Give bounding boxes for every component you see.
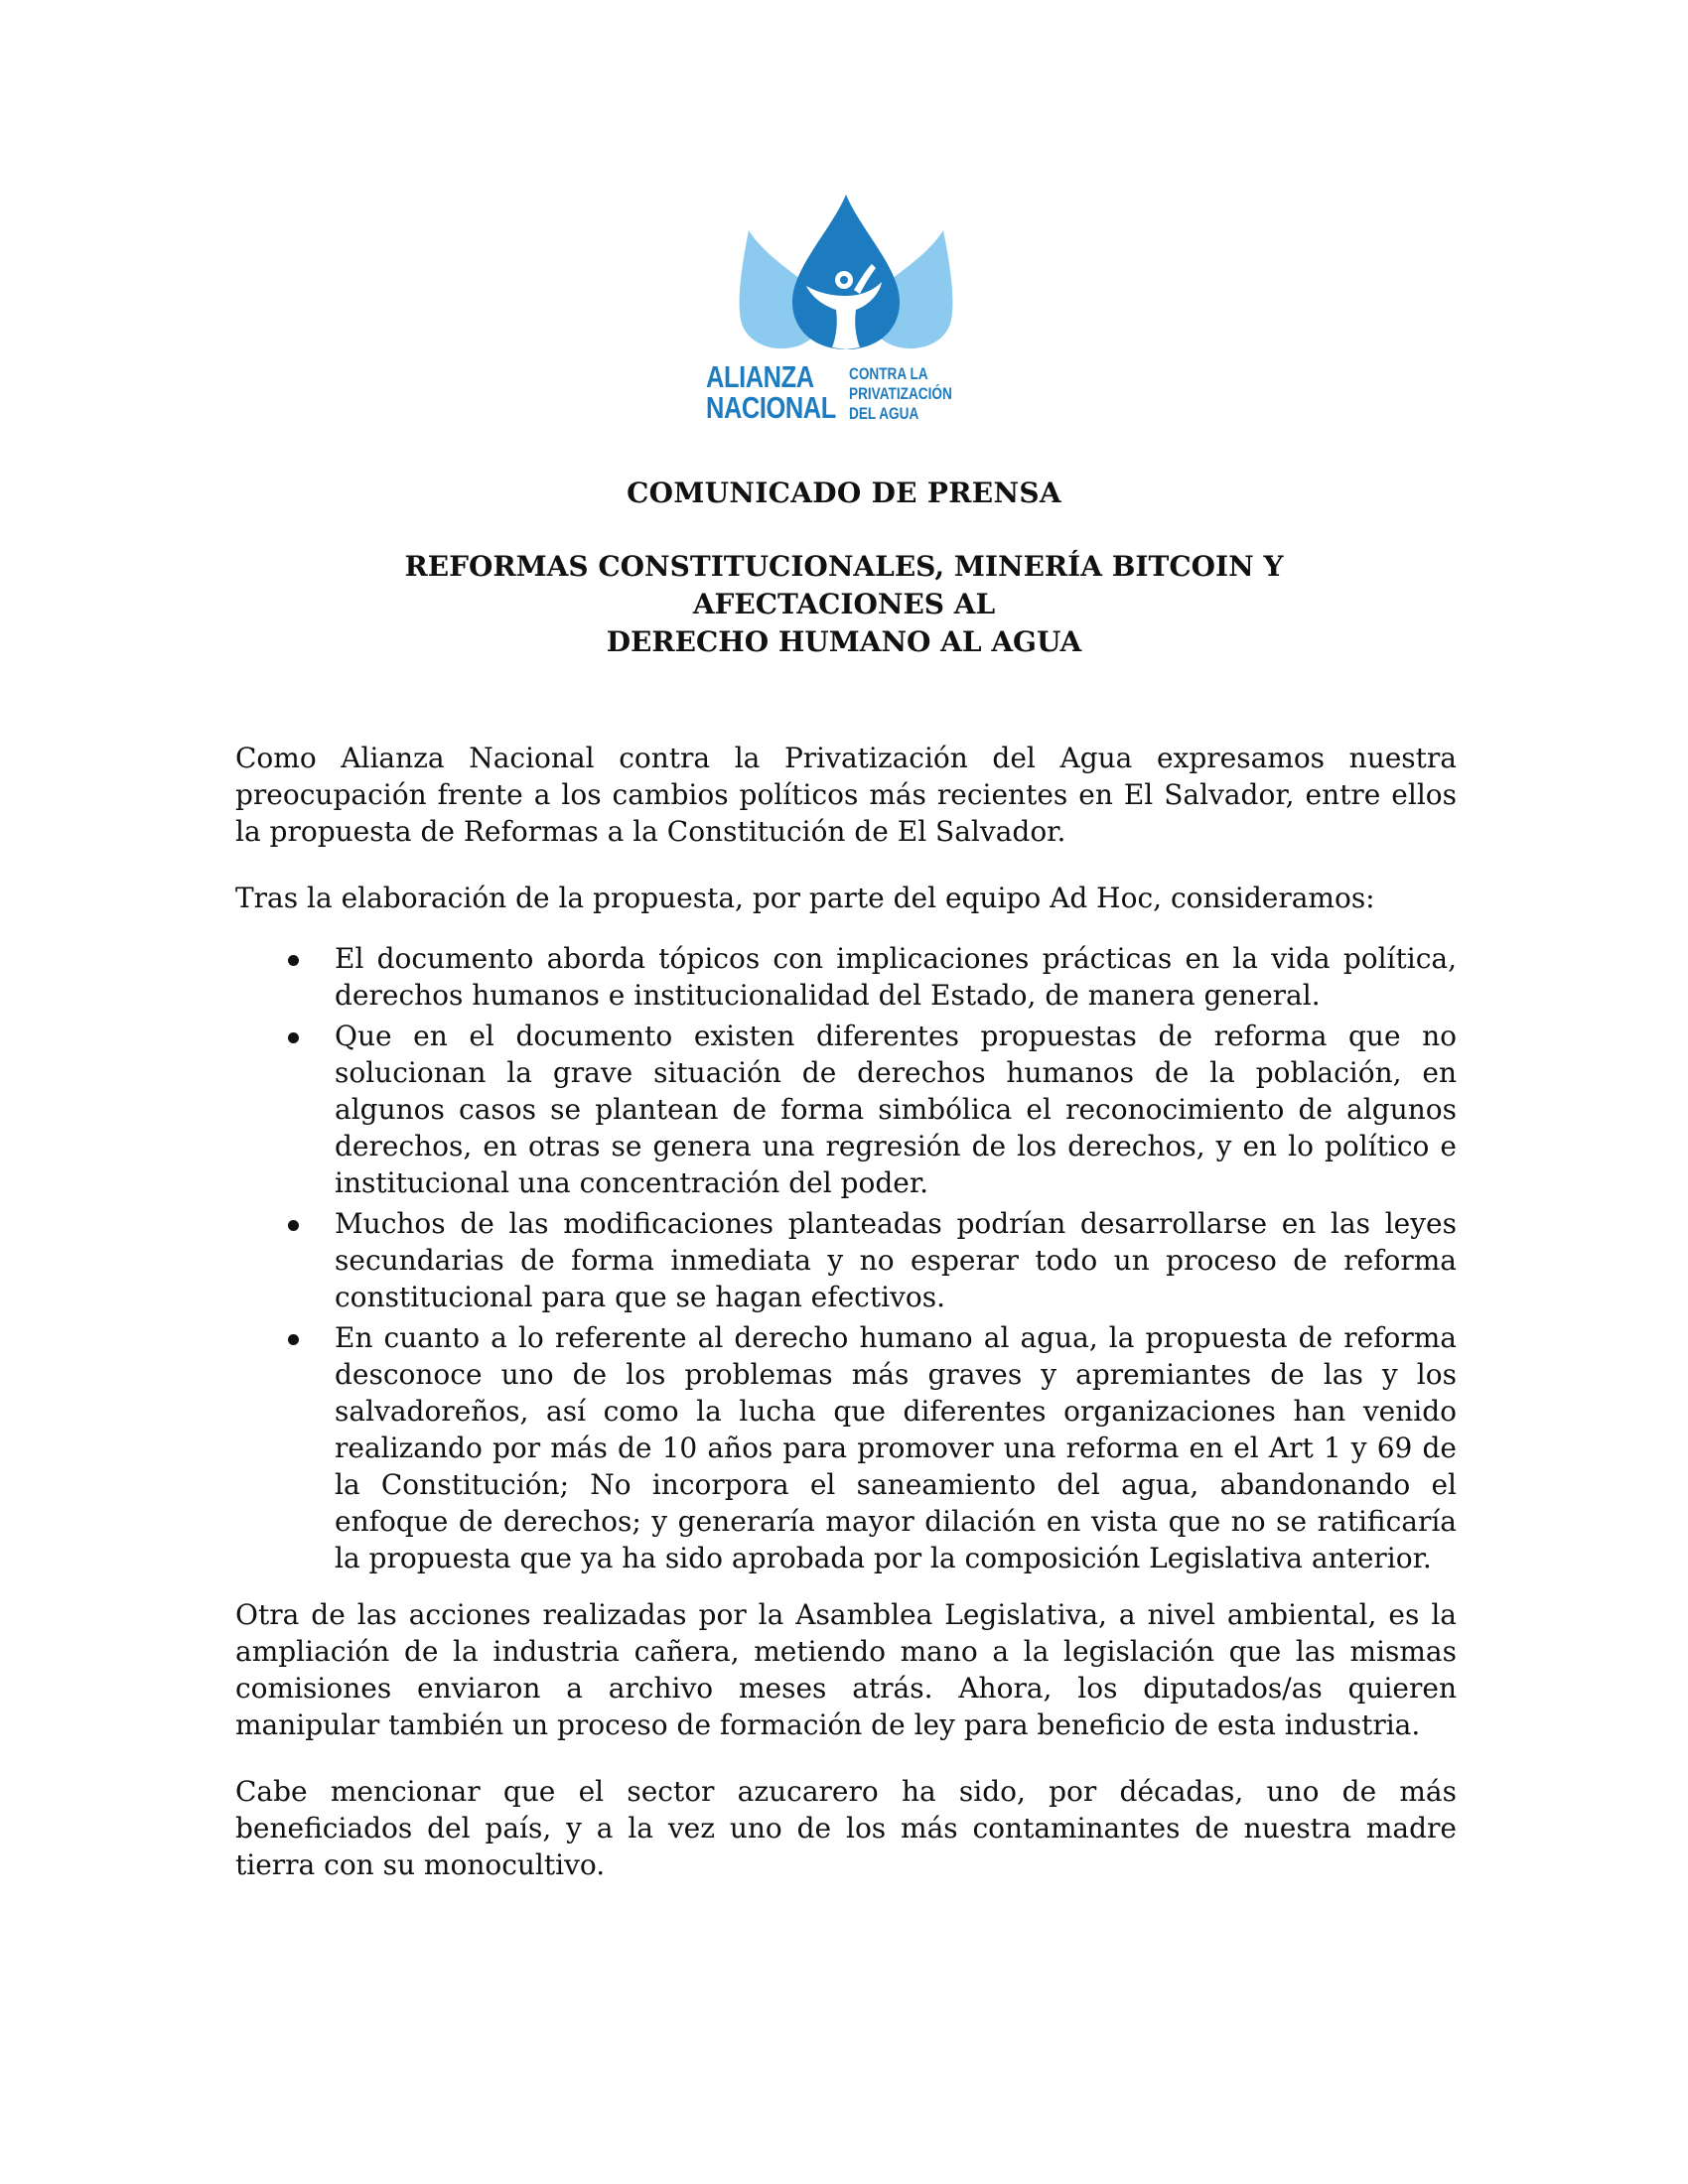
list-item [235,1018,1457,1201]
considerations-list [235,940,1457,1576]
title-line1: REFORMAS CONSTITUCIONALES, MINERÍA BITCOIN Y [404,550,1284,583]
list-item-text: En cuanto a lo referente al derecho humano al agua, la propuesta de reforma desconoce uno de los problemas más graves y apremiantes de las y los salvadoreños, así como la lucha que diferentes organizaciones han venido realizando por más de 10 años para promover una reforma en el Art 1 y 69 de la Constitución; No incorpora el saneamiento del agua, abandonando el enfoque de derechos; y generaría mayor dilación en vista que no se ratificaría la propuesta que ya ha sido aprobada por la composición Legislativa anterior. [335,1321,1457,1574]
paragraph-1: Como Alianza Nacional contra la Privatización del Agua expresamos nuestra preocupación frente a los cambios políticos más recientes en El Salvador, entre ellos la propuesta de Reformas a la Constitución de El Salvador. [235,742,1457,848]
bullet-dot-icon [288,1032,299,1043]
organization-logo [697,191,995,429]
title-line2: AFECTACIONES AL [692,588,996,620]
list-item-text: El documento aborda tópicos con implicaciones prácticas en la vida política, derechos humanos e institucionalidad del Estado, de manera general. [335,942,1457,1012]
logo-name-line1: ALIANZA [706,359,814,394]
logo-sub-line1: CONTRA LA [849,364,928,383]
paragraph-4: Cabe mencionar que el sector azucarero ha sido, por décadas, uno de más beneficiados del país, y a la vez uno de los más contaminantes de nuestra madre tierra con su monocultivo. [235,1775,1457,1881]
document-kicker: COMUNICADO DE PRENSA [627,477,1061,509]
figure-head-inner [840,276,848,284]
list-item-text: Que en el documento existen diferentes propuestas de reforma que no solucionan la grave situación de derechos humanos de la población, en algunos casos se plantean de forma simbólica el reconocimiento de algunos derechos, en otras se genera una regresión de los derechos, y en lo político e institucional una concentración del poder. [335,1020,1457,1199]
bullet-dot-icon [288,1220,299,1231]
list-item-text: Muchos de las modificaciones planteadas podrían desarrollarse en las leyes secundarias de forma inmediata y no esperar todo un proceso de reforma constitucional para que se hagan efectivos. [335,1207,1457,1313]
paragraph-2: Tras la elaboración de la propuesta, por parte del equipo Ad Hoc, consideramos: [235,882,1375,914]
logo-name-text [706,361,836,423]
list-item [235,1319,1457,1576]
bullet-dot-icon [288,955,299,966]
logo-sub-line2: PRIVATIZACIÓN [849,384,952,403]
logo-sub-line3: DEL AGUA [849,404,919,423]
title-line3: DERECHO HUMANO AL AGUA [606,625,1082,658]
document-body [235,740,1457,1913]
document-title [0,548,1688,661]
list-item [235,1205,1457,1315]
logo-subtitle-text [849,364,952,424]
water-drops-logo-icon [697,191,995,359]
bullet-dot-icon [288,1334,299,1345]
paragraph-3: Otra de las acciones realizadas por la Asamblea Legislativa, a nivel ambiental, es la ampliación de la industria cañera, metiendo mano a la legislación que las mismas comisiones enviaron a archivo meses atrás. Ahora, los diputados/as quieren manipular también un proceso de formación de ley para beneficio de esta industria. [235,1598,1457,1741]
logo-name-line2: NACIONAL [706,390,836,425]
list-item [235,940,1457,1014]
